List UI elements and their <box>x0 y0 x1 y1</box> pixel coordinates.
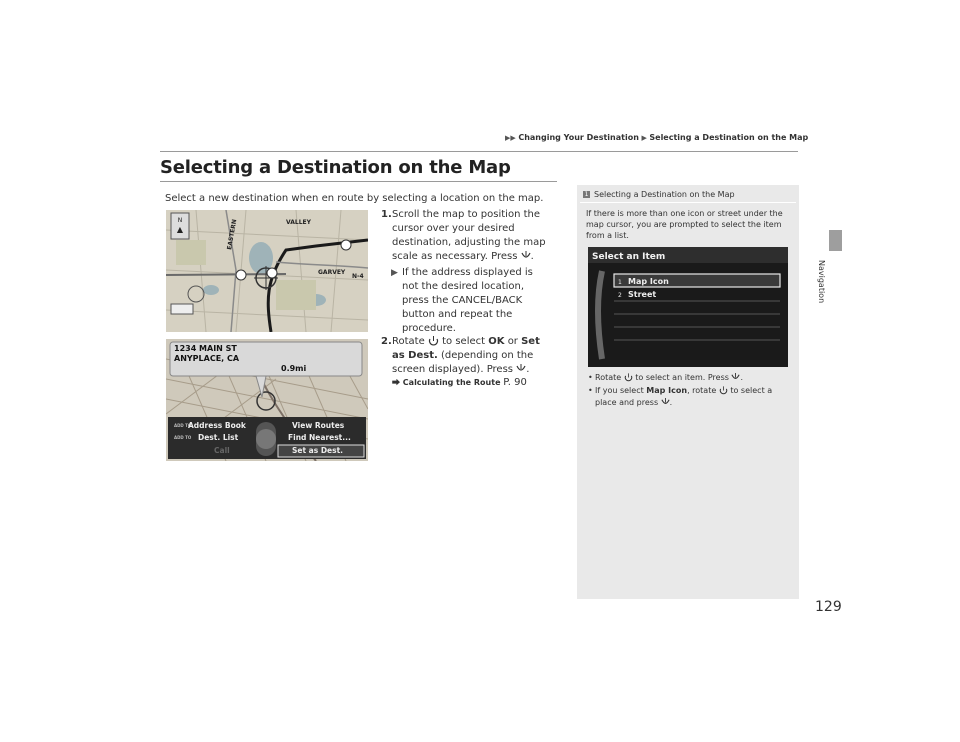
note-badge: 1 <box>584 191 589 198</box>
menu-address-book: Address Book <box>188 421 246 430</box>
xref-label: Calculating the Route <box>402 378 501 387</box>
title-divider <box>160 181 557 182</box>
enter-press-icon <box>731 373 740 382</box>
street-label: EASTERN <box>226 218 239 251</box>
set-as-dest-label: Set as Dest. <box>392 336 540 361</box>
page-title: Selecting a Destination on the Map <box>160 157 511 178</box>
bullet-icon: • <box>588 373 593 382</box>
step-1-text: Scroll the map to position the cursor over your desired destination, adjusting the map scale as necessary. Press <box>392 209 546 262</box>
header-divider <box>160 151 798 152</box>
rotate-knob-icon <box>428 336 439 346</box>
distance-readout: 0.9mi <box>281 364 307 373</box>
breadcrumb-item: Changing Your Destination <box>518 133 639 142</box>
page-number: 129 <box>815 599 842 615</box>
menu-set-as-dest: Set as Dest. <box>292 446 344 455</box>
section-tab-marker <box>829 230 842 251</box>
breadcrumb-item: Selecting a Destination on the Map <box>649 133 809 142</box>
enter-press-icon <box>521 251 531 261</box>
note-divider <box>580 202 796 203</box>
map-graphic <box>166 210 368 332</box>
rotate-knob-icon <box>624 373 633 382</box>
item-number: 2 <box>618 292 622 299</box>
note-body: If there is more than one icon or street under the map cursor, you are prompted to select the item from a list. <box>586 209 783 240</box>
street-label: GARVEY <box>318 269 346 276</box>
add-to-badge: ADD TO <box>174 423 192 428</box>
select-item-screenshot <box>588 247 788 367</box>
triangle-right-icon: ▶ <box>641 134 647 142</box>
section-tab-label: Navigation <box>817 260 826 304</box>
svg-text:N: N <box>177 217 183 224</box>
menu-view-routes: View Routes <box>292 421 345 430</box>
note-bullet: • Rotate to select an item. Press . <box>588 373 744 382</box>
map-menu-graphic <box>166 339 368 461</box>
enter-press-icon <box>516 364 526 374</box>
item-map-icon: Map Icon <box>628 277 669 286</box>
triangle-right-icon: ▶ <box>391 268 398 278</box>
note-title: 1 Selecting a Destination on the Map <box>584 190 735 199</box>
note-bullets <box>588 372 793 410</box>
step-1-subtext: If the address displayed is not the desired location, press the CANCEL/BACK button and repeat the procedure. <box>402 267 533 334</box>
map-screenshot-1 <box>166 210 368 332</box>
xref-page: P. 90 <box>503 377 527 388</box>
cross-reference[interactable] <box>392 377 527 388</box>
street-label: VALLEY <box>286 219 311 226</box>
breadcrumb <box>505 133 808 142</box>
address-line-2: ANYPLACE, CA <box>174 354 240 363</box>
step-number: 2. <box>381 336 392 347</box>
menu-call: Call <box>214 446 230 455</box>
street-label: N-4 <box>352 273 364 280</box>
ok-label: OK <box>488 336 505 347</box>
bullet-icon: • <box>588 386 593 395</box>
svg-text:▲: ▲ <box>176 225 184 234</box>
enter-press-icon <box>661 398 670 407</box>
note-bullet: • If you select Map Icon, rotate to select a place and press . <box>588 386 773 407</box>
add-to-badge: ADD TO <box>174 435 192 440</box>
rotate-knob-icon <box>719 386 728 395</box>
item-street: Street <box>628 290 657 299</box>
select-item-graphic <box>588 247 788 367</box>
triangle-right-icon: ▶▶ <box>505 134 516 142</box>
map-screenshot-2 <box>166 339 368 461</box>
xref-icon: ⮕ <box>392 378 400 387</box>
address-line-1: 1234 MAIN ST <box>174 344 237 353</box>
menu-find-nearest: Find Nearest... <box>288 433 351 442</box>
step-number: 1. <box>381 209 392 220</box>
intro-text: Select a new destination when en route by selecting a location on the map. <box>165 193 544 204</box>
menu-dest-list: Dest. List <box>198 433 239 442</box>
screen-title: Select an Item <box>592 252 666 262</box>
item-number: 1 <box>618 279 622 286</box>
